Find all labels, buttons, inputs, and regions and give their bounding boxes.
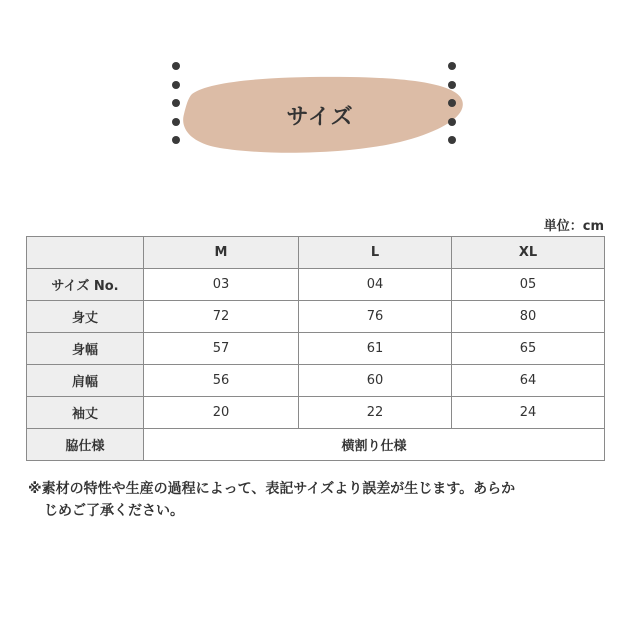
row-label: 袖丈: [27, 397, 144, 429]
table-cell: 24: [452, 397, 605, 429]
table-header-cell: XL: [452, 237, 605, 269]
row-label: 脇仕様: [27, 429, 144, 461]
table-row: [27, 301, 605, 333]
row-label: 肩幅: [27, 365, 144, 397]
table-cell: 65: [452, 333, 605, 365]
table-row: [27, 429, 605, 461]
table-cell: 80: [452, 301, 605, 333]
table-header-cell: L: [299, 237, 452, 269]
table-cell: 60: [299, 365, 452, 397]
table-row: [27, 397, 605, 429]
table-cell: 04: [299, 269, 452, 301]
table-cell: 64: [452, 365, 605, 397]
size-table: [26, 236, 605, 461]
table-cell: 57: [144, 333, 299, 365]
note-line-1: ※素材の特性や生産の過程によって、表記サイズより誤差が生じます。あらか: [28, 481, 516, 497]
section-header: [170, 62, 470, 154]
table-header-cell: M: [144, 237, 299, 269]
table-row: [27, 333, 605, 365]
table-cell-merged: 横割り仕様: [144, 429, 605, 461]
table-header-row: [27, 237, 605, 269]
row-label: 身幅: [27, 333, 144, 365]
table-row: [27, 269, 605, 301]
note-line-2: じめご了承ください。: [44, 503, 184, 519]
table-header-cell: [27, 237, 144, 269]
unit-label: 単位：cm: [543, 219, 604, 234]
table-cell: 76: [299, 301, 452, 333]
table-cell: 22: [299, 397, 452, 429]
table-cell: 05: [452, 269, 605, 301]
table-cell: 61: [299, 333, 452, 365]
row-label: 身丈: [27, 301, 144, 333]
table-cell: 56: [144, 365, 299, 397]
table-row: [27, 365, 605, 397]
page-title: サイズ: [286, 105, 354, 130]
disclaimer-note: [28, 478, 618, 522]
table-cell: 20: [144, 397, 299, 429]
row-label: サイズ No.: [27, 269, 144, 301]
table-cell: 72: [144, 301, 299, 333]
table-cell: 03: [144, 269, 299, 301]
